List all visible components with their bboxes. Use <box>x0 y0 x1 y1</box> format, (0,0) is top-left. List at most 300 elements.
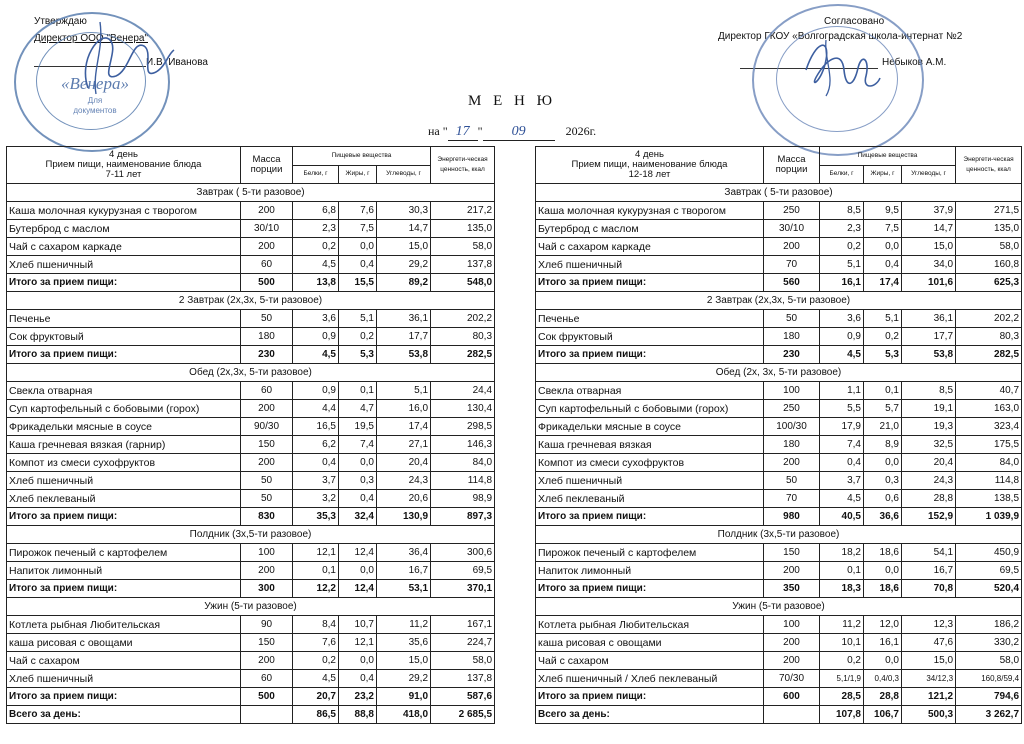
carbs-value: 54,1 <box>902 544 956 562</box>
table-row <box>536 652 1022 670</box>
fat-value: 0,0 <box>339 652 377 670</box>
protein-value: 0,2 <box>820 652 864 670</box>
portion-mass: 180 <box>764 328 820 346</box>
energy-value: 137,8 <box>431 670 495 688</box>
fat-value: 0,2 <box>339 328 377 346</box>
portion-mass: 200 <box>241 454 293 472</box>
table-row <box>536 472 1022 490</box>
protein-value: 0,2 <box>293 238 339 256</box>
carbs-value: 24,3 <box>377 472 431 490</box>
header-nutrients: Пищевые вещества <box>820 147 956 166</box>
fat-value: 5,3 <box>339 346 377 364</box>
protein-value: 4,5 <box>293 346 339 364</box>
left-position: Директор ООО "Венера" <box>34 33 148 44</box>
dish-name: Пирожок печеный с картофелем <box>7 544 241 562</box>
energy-value: 84,0 <box>431 454 495 472</box>
dish-name: Всего за день: <box>536 706 764 724</box>
carbs-value: 32,5 <box>902 436 956 454</box>
carbs-value: 14,7 <box>902 220 956 238</box>
portion-mass: 500 <box>241 688 293 706</box>
dish-name: Напиток лимонный <box>7 562 241 580</box>
protein-value: 0,1 <box>820 562 864 580</box>
dish-name: Итого за прием пищи: <box>536 508 764 526</box>
dish-name: Компот из смеси сухофруктов <box>7 454 241 472</box>
fat-value: 0,4 <box>339 670 377 688</box>
fat-value: 5,3 <box>864 346 902 364</box>
energy-value: 24,4 <box>431 382 495 400</box>
dish-name: Свекла отварная <box>536 382 764 400</box>
portion-mass: 200 <box>764 562 820 580</box>
table-row <box>536 202 1022 220</box>
fat-value: 4,7 <box>339 400 377 418</box>
header-carbs: Углеводы, г <box>902 165 956 184</box>
fat-value: 21,0 <box>864 418 902 436</box>
energy-value: 69,5 <box>431 562 495 580</box>
table-row <box>536 562 1022 580</box>
fat-value: 5,1 <box>864 310 902 328</box>
menu-table-12-18 <box>535 146 1022 724</box>
energy-value: 58,0 <box>956 652 1022 670</box>
left-signature <box>70 10 180 100</box>
carbs-value: 16,7 <box>377 562 431 580</box>
section-row <box>7 184 495 202</box>
energy-value: 794,6 <box>956 688 1022 706</box>
carbs-value: 70,8 <box>902 580 956 598</box>
dish-name: Каша гречневая вязкая <box>536 436 764 454</box>
protein-value: 107,8 <box>820 706 864 724</box>
dish-name: Итого за прием пищи: <box>7 688 241 706</box>
protein-value: 20,7 <box>293 688 339 706</box>
carbs-value: 14,7 <box>377 220 431 238</box>
protein-value: 2,3 <box>293 220 339 238</box>
dish-name: Итого за прием пищи: <box>7 274 241 292</box>
dish-name: Хлеб пшеничный <box>7 256 241 274</box>
energy-value: 330,2 <box>956 634 1022 652</box>
fat-value: 0,4/0,3 <box>864 670 902 688</box>
total-row <box>7 508 495 526</box>
table-row <box>7 490 495 508</box>
dish-name: Пирожок печеный с картофелем <box>536 544 764 562</box>
protein-value: 40,5 <box>820 508 864 526</box>
protein-value: 0,9 <box>293 382 339 400</box>
table-row <box>7 256 495 274</box>
total-row <box>7 706 495 724</box>
right-signature <box>796 30 886 100</box>
fat-value: 12,4 <box>339 580 377 598</box>
fat-value: 19,5 <box>339 418 377 436</box>
carbs-value: 17,7 <box>902 328 956 346</box>
portion-mass: 70 <box>764 256 820 274</box>
energy-value: 114,8 <box>956 472 1022 490</box>
section-title: Ужин (5-ти разовое) <box>7 598 495 616</box>
date-year: 2026г. <box>565 124 597 138</box>
dish-name: Сок фруктовый <box>7 328 241 346</box>
carbs-value: 29,2 <box>377 670 431 688</box>
protein-value: 4,5 <box>820 490 864 508</box>
energy-value: 69,5 <box>956 562 1022 580</box>
header-protein: Белки, г <box>820 165 864 184</box>
page-title: М Е Н Ю <box>468 93 556 109</box>
table-row <box>7 400 495 418</box>
carbs-value: 418,0 <box>377 706 431 724</box>
dish-name: Котлета рыбная Любительская <box>7 616 241 634</box>
energy-value: 298,5 <box>431 418 495 436</box>
protein-value: 18,2 <box>820 544 864 562</box>
carbs-value: 16,7 <box>902 562 956 580</box>
protein-value: 1,1 <box>820 382 864 400</box>
dish-name: Суп картофельный с бобовыми (горох) <box>7 400 241 418</box>
portion-mass: 150 <box>241 634 293 652</box>
dish-name: Компот из смеси сухофруктов <box>536 454 764 472</box>
header-meal: 4 день Прием пищи, наименование блюда 7-11 лет <box>7 147 241 184</box>
fat-value: 0,6 <box>864 490 902 508</box>
energy-value: 186,2 <box>956 616 1022 634</box>
protein-value: 8,5 <box>820 202 864 220</box>
fat-value: 7,5 <box>864 220 902 238</box>
fat-value: 23,2 <box>339 688 377 706</box>
fat-value: 7,6 <box>339 202 377 220</box>
protein-value: 7,4 <box>820 436 864 454</box>
fat-value: 106,7 <box>864 706 902 724</box>
total-row <box>536 346 1022 364</box>
energy-value: 897,3 <box>431 508 495 526</box>
portion-mass: 30/10 <box>764 220 820 238</box>
portion-mass: 50 <box>241 490 293 508</box>
protein-value: 12,1 <box>293 544 339 562</box>
table-row <box>7 472 495 490</box>
protein-value: 35,3 <box>293 508 339 526</box>
energy-value: 271,5 <box>956 202 1022 220</box>
protein-value: 0,2 <box>820 238 864 256</box>
dish-name: Итого за прием пищи: <box>536 274 764 292</box>
dish-name: Хлеб пеклеваный <box>7 490 241 508</box>
table-row <box>7 328 495 346</box>
portion-mass: 560 <box>764 274 820 292</box>
fat-value: 12,0 <box>864 616 902 634</box>
portion-mass: 230 <box>241 346 293 364</box>
section-title: Обед (2х, 3х, 5-ти разовое) <box>536 364 1022 382</box>
header-fat: Жиры, г <box>864 165 902 184</box>
dish-name: Итого за прием пищи: <box>536 580 764 598</box>
total-row <box>536 706 1022 724</box>
energy-value: 300,6 <box>431 544 495 562</box>
table-row <box>7 310 495 328</box>
dish-name: Итого за прием пищи: <box>536 346 764 364</box>
protein-value: 3,7 <box>820 472 864 490</box>
fat-value: 10,7 <box>339 616 377 634</box>
portion-mass: 50 <box>241 472 293 490</box>
carbs-value: 35,6 <box>377 634 431 652</box>
fat-value: 0,2 <box>864 328 902 346</box>
portion-mass: 200 <box>241 562 293 580</box>
table-row <box>536 616 1022 634</box>
table-row <box>536 400 1022 418</box>
portion-mass: 100/30 <box>764 418 820 436</box>
protein-value: 13,8 <box>293 274 339 292</box>
carbs-value: 24,3 <box>902 472 956 490</box>
dish-name: Чай с сахаром <box>7 652 241 670</box>
table-row <box>536 490 1022 508</box>
fat-value: 0,0 <box>864 562 902 580</box>
fat-value: 0,3 <box>864 472 902 490</box>
portion-mass: 50 <box>764 472 820 490</box>
protein-value: 4,5 <box>820 346 864 364</box>
table-row <box>536 256 1022 274</box>
section-title: 2 Завтрак (2х,3х, 5-ти разовое) <box>7 292 495 310</box>
section-title: Завтрак ( 5-ти разовое) <box>7 184 495 202</box>
total-row <box>7 346 495 364</box>
total-row <box>536 274 1022 292</box>
carbs-value: 29,2 <box>377 256 431 274</box>
energy-value: 224,7 <box>431 634 495 652</box>
protein-value: 3,6 <box>820 310 864 328</box>
table-row <box>7 544 495 562</box>
fat-value: 36,6 <box>864 508 902 526</box>
table-row <box>536 544 1022 562</box>
energy-value: 587,6 <box>431 688 495 706</box>
portion-mass: 150 <box>764 544 820 562</box>
fat-value: 0,0 <box>864 454 902 472</box>
protein-value: 5,1/1,9 <box>820 670 864 688</box>
portion-mass: 980 <box>764 508 820 526</box>
dish-name: Хлеб пшеничный <box>536 472 764 490</box>
portion-mass: 60 <box>241 670 293 688</box>
energy-value: 130,4 <box>431 400 495 418</box>
carbs-value: 17,7 <box>377 328 431 346</box>
portion-mass: 600 <box>764 688 820 706</box>
fat-value: 0,4 <box>864 256 902 274</box>
energy-value: 202,2 <box>431 310 495 328</box>
table-row <box>536 634 1022 652</box>
section-row <box>7 292 495 310</box>
energy-value: 137,8 <box>431 256 495 274</box>
portion-mass: 200 <box>241 400 293 418</box>
fat-value: 7,5 <box>339 220 377 238</box>
carbs-value: 20,4 <box>902 454 956 472</box>
portion-mass: 70/30 <box>764 670 820 688</box>
table-row <box>7 202 495 220</box>
protein-value: 4,5 <box>293 670 339 688</box>
table-row <box>536 238 1022 256</box>
table-row <box>7 616 495 634</box>
carbs-value: 91,0 <box>377 688 431 706</box>
protein-value: 0,9 <box>293 328 339 346</box>
dish-name: Итого за прием пищи: <box>7 580 241 598</box>
right-position: Директор ГКОУ «Волгоградская школа-интернат №2 <box>718 31 963 42</box>
fat-value: 5,1 <box>339 310 377 328</box>
dish-name: Фрикадельки мясные в соусе <box>7 418 241 436</box>
protein-value: 0,2 <box>293 652 339 670</box>
section-row <box>536 184 1022 202</box>
table-row <box>7 652 495 670</box>
portion-mass: 100 <box>764 616 820 634</box>
portion-mass: 30/10 <box>241 220 293 238</box>
fat-value: 28,8 <box>864 688 902 706</box>
portion-mass: 830 <box>241 508 293 526</box>
fat-value: 88,8 <box>339 706 377 724</box>
carbs-value: 47,6 <box>902 634 956 652</box>
date-line <box>428 124 596 141</box>
date-prefix: на " <box>428 124 448 138</box>
energy-value: 450,9 <box>956 544 1022 562</box>
carbs-value: 15,0 <box>902 238 956 256</box>
section-row <box>7 598 495 616</box>
header-carbs: Углеводы, г <box>377 165 431 184</box>
protein-value: 0,4 <box>820 454 864 472</box>
total-row <box>536 508 1022 526</box>
header-nutrients: Пищевые вещества <box>293 147 431 166</box>
energy-value: 40,7 <box>956 382 1022 400</box>
carbs-value: 20,4 <box>377 454 431 472</box>
section-row <box>536 526 1022 544</box>
portion-mass: 180 <box>764 436 820 454</box>
portion-mass: 70 <box>764 490 820 508</box>
carbs-value: 36,1 <box>902 310 956 328</box>
dish-name: Хлеб пшеничный <box>7 670 241 688</box>
table-row <box>7 238 495 256</box>
protein-value: 3,7 <box>293 472 339 490</box>
energy-value: 370,1 <box>431 580 495 598</box>
date-month: 09 <box>483 124 555 141</box>
table-row <box>536 670 1022 688</box>
protein-value: 10,1 <box>820 634 864 652</box>
section-row <box>7 364 495 382</box>
carbs-value: 89,2 <box>377 274 431 292</box>
carbs-value: 19,1 <box>902 400 956 418</box>
header-fat: Жиры, г <box>339 165 377 184</box>
portion-mass: 100 <box>241 544 293 562</box>
fat-value: 5,7 <box>864 400 902 418</box>
table-row <box>536 310 1022 328</box>
header-mass: Масса порции <box>764 147 820 184</box>
portion-mass: 60 <box>241 382 293 400</box>
fat-value: 12,1 <box>339 634 377 652</box>
portion-mass: 200 <box>241 238 293 256</box>
dish-name: Фрикадельки мясные в соусе <box>536 418 764 436</box>
protein-value: 7,6 <box>293 634 339 652</box>
table-row <box>536 436 1022 454</box>
portion-mass: 200 <box>764 652 820 670</box>
protein-value: 6,8 <box>293 202 339 220</box>
energy-value: 114,8 <box>431 472 495 490</box>
carbs-value: 37,9 <box>902 202 956 220</box>
carbs-value: 8,5 <box>902 382 956 400</box>
portion-mass: 230 <box>764 346 820 364</box>
portion-mass: 350 <box>764 580 820 598</box>
carbs-value: 152,9 <box>902 508 956 526</box>
table-row <box>7 436 495 454</box>
protein-value: 28,5 <box>820 688 864 706</box>
energy-value: 323,4 <box>956 418 1022 436</box>
fat-value: 0,1 <box>864 382 902 400</box>
fat-value: 12,4 <box>339 544 377 562</box>
energy-value: 3 262,7 <box>956 706 1022 724</box>
fat-value: 18,6 <box>864 580 902 598</box>
date-mid: " <box>477 124 483 138</box>
fat-value: 32,4 <box>339 508 377 526</box>
carbs-value: 34,0 <box>902 256 956 274</box>
left-stamp-main: «Венера» <box>61 74 129 93</box>
section-title: Ужин (5-ти разовое) <box>536 598 1022 616</box>
fat-value: 0,0 <box>339 562 377 580</box>
energy-value: 160,8 <box>956 256 1022 274</box>
energy-value: 135,0 <box>956 220 1022 238</box>
protein-value: 3,2 <box>293 490 339 508</box>
dish-name: Печенье <box>536 310 764 328</box>
carbs-value: 130,9 <box>377 508 431 526</box>
dish-name: Напиток лимонный <box>536 562 764 580</box>
portion-mass: 250 <box>764 202 820 220</box>
right-approve: Согласовано <box>824 16 885 27</box>
protein-value: 5,5 <box>820 400 864 418</box>
carbs-value: 27,1 <box>377 436 431 454</box>
dish-name: Котлета рыбная Любительская <box>536 616 764 634</box>
protein-value: 8,4 <box>293 616 339 634</box>
protein-value: 12,2 <box>293 580 339 598</box>
carbs-value: 36,1 <box>377 310 431 328</box>
portion-mass: 500 <box>241 274 293 292</box>
carbs-value: 12,3 <box>902 616 956 634</box>
section-title: Полдник (3х,5-ти разовое) <box>7 526 495 544</box>
fat-value: 0,3 <box>339 472 377 490</box>
portion-mass: 200 <box>241 652 293 670</box>
energy-value: 282,5 <box>956 346 1022 364</box>
total-row <box>7 580 495 598</box>
table-row <box>7 562 495 580</box>
carbs-value: 16,0 <box>377 400 431 418</box>
energy-value: 217,2 <box>431 202 495 220</box>
portion-mass <box>764 706 820 724</box>
total-row <box>7 274 495 292</box>
fat-value: 0,4 <box>339 490 377 508</box>
table-row <box>536 454 1022 472</box>
fat-value: 0,0 <box>339 238 377 256</box>
header-energy: Энергети-ческая ценность, ккал <box>431 147 495 184</box>
protein-value: 17,9 <box>820 418 864 436</box>
table-row <box>7 382 495 400</box>
section-title: Обед (2х,3х, 5-ти разовое) <box>7 364 495 382</box>
portion-mass: 60 <box>241 256 293 274</box>
portion-mass: 50 <box>241 310 293 328</box>
carbs-value: 5,1 <box>377 382 431 400</box>
dish-name: Всего за день: <box>7 706 241 724</box>
energy-value: 282,5 <box>431 346 495 364</box>
carbs-value: 500,3 <box>902 706 956 724</box>
carbs-value: 30,3 <box>377 202 431 220</box>
date-day: 17 <box>448 124 478 141</box>
dish-name: Свекла отварная <box>7 382 241 400</box>
fat-value: 0,0 <box>864 238 902 256</box>
header-meal: 4 день Прием пищи, наименование блюда 12-18 лет <box>536 147 764 184</box>
protein-value: 0,1 <box>293 562 339 580</box>
section-title: 2 Завтрак (2х,3х, 5-ти разовое) <box>536 292 1022 310</box>
fat-value: 0,4 <box>339 256 377 274</box>
energy-value: 84,0 <box>956 454 1022 472</box>
protein-value: 16,5 <box>293 418 339 436</box>
menu-table-7-11 <box>6 146 495 724</box>
protein-value: 4,4 <box>293 400 339 418</box>
energy-value: 548,0 <box>431 274 495 292</box>
dish-name: Бутерброд с маслом <box>7 220 241 238</box>
protein-value: 86,5 <box>293 706 339 724</box>
section-row <box>7 526 495 544</box>
fat-value: 9,5 <box>864 202 902 220</box>
portion-mass: 90/30 <box>241 418 293 436</box>
section-row <box>536 292 1022 310</box>
table-row <box>7 634 495 652</box>
energy-value: 80,3 <box>956 328 1022 346</box>
total-row <box>7 688 495 706</box>
